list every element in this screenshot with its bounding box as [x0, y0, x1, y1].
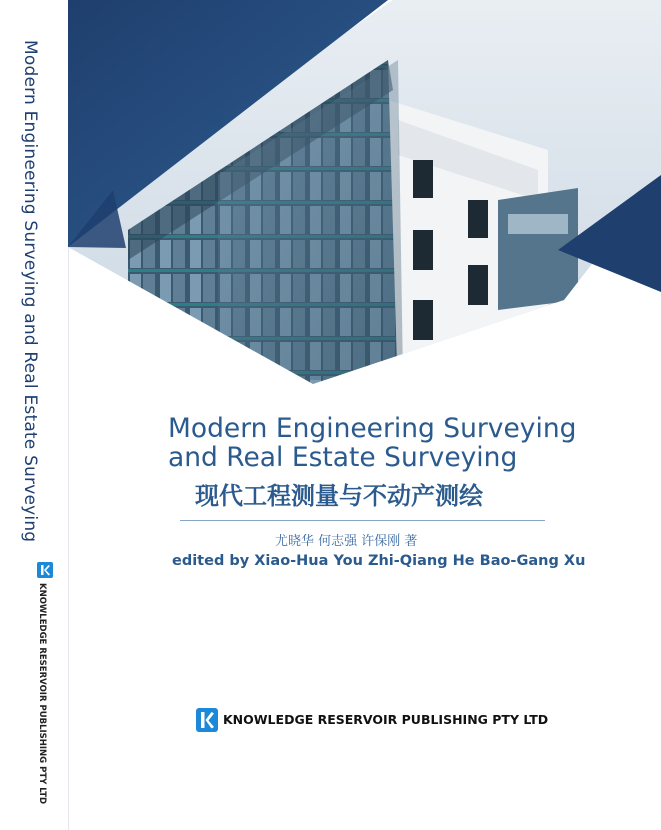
- spine-publisher: KNOWLEDGE RESERVOIR PUBLISHING PTY LTD: [37, 583, 47, 805]
- book-spine: [0, 0, 69, 830]
- divider: [180, 520, 545, 521]
- title-cn: 现代工程测量与不动产测绘: [195, 482, 483, 510]
- publisher-name: KNOWLEDGE RESERVOIR PUBLISHING PTY LTD: [223, 712, 549, 727]
- title-en-line1: Modern Engineering Surveying: [168, 413, 577, 444]
- title-en-line2: and Real Estate Surveying: [168, 442, 518, 473]
- title-block: [168, 414, 628, 472]
- authors-cn: 尤晓华 何志强 许保刚 著: [275, 534, 418, 549]
- cover-artwork: [68, 0, 661, 400]
- k-logo-icon: [196, 708, 218, 732]
- k-logo-icon: [37, 562, 53, 578]
- authors-en: edited by Xiao-Hua You Zhi-Qiang He Bao-Gang Xu: [172, 553, 586, 569]
- spine-title: Modern Engineering Surveying and Real Estate Surveying: [20, 40, 40, 543]
